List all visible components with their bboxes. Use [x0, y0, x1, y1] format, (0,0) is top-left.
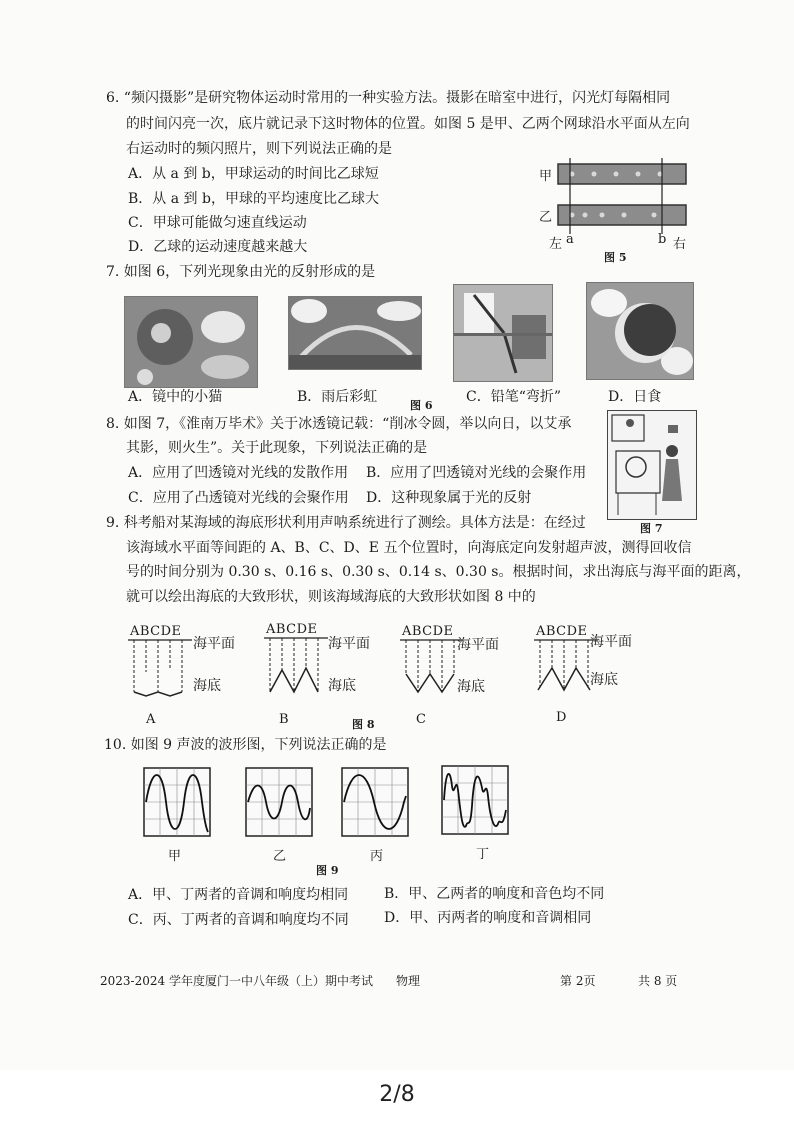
wave-label-ding: 丁 — [476, 847, 490, 862]
ice-lens-drawing — [608, 411, 696, 519]
q8-option-c: C．应用了凸透镜对光线的会聚作用 — [128, 490, 349, 506]
q8-option-a: A．应用了凹透镜对光线的发散作用 — [128, 465, 349, 481]
q6-option-b: B．从 a 到 b，甲球的平均速度比乙球大 — [128, 191, 379, 207]
fig8d-profile — [534, 638, 604, 698]
fig8-letter-b: B — [279, 712, 289, 727]
q9-line4: 就可以绘出海底的大致形状，则该海域海底的大致形状如图 8 中的 — [126, 589, 536, 605]
footer-exam-title: 2023-2024 学年度厦门一中八年级（上）期中考试 — [100, 974, 373, 988]
viewer-page-indicator: 2/8 — [379, 1082, 415, 1107]
q6-option-a: A．从 a 到 b，甲球运动的时间比乙球短 — [128, 166, 379, 182]
fig6-caption: 图 6 — [410, 399, 433, 412]
q7-option-a: A．镜中的小猫 — [128, 389, 223, 405]
waveform-jia — [144, 768, 212, 838]
fig8-letter-a: A — [146, 712, 156, 727]
fig8c-sea-floor: 海底 — [457, 679, 485, 695]
q8-option-d: D．这种现象属于光的反射 — [366, 490, 532, 506]
fig8a-points: ABCDE — [130, 624, 182, 639]
fig5-label-a: a — [566, 232, 574, 247]
wave-label-jia: 甲 — [168, 849, 182, 864]
q7-stem: 7. 如图 6，下列光现象由光的反射形成的是 — [106, 264, 376, 280]
fig8d-points: ABCDE — [536, 624, 588, 639]
q10-stem: 10. 如图 9 声波的波形图，下列说法正确的是 — [104, 737, 387, 753]
bent-pencil-image — [454, 285, 552, 381]
q10-option-d: D．甲、丙两者的响度和音调相同 — [384, 910, 592, 926]
fig7-caption: 图 7 — [640, 522, 663, 535]
q6-line3: 右运动时的频闪照片，则下列说法正确的是 — [126, 141, 392, 157]
wave-label-bing: 丙 — [370, 849, 384, 864]
fig8a-sea-floor: 海底 — [193, 678, 221, 694]
fig8b-sea-level: 海平面 — [328, 636, 370, 652]
q10-option-b: B．甲、乙两者的响度和音色均不同 — [384, 886, 605, 902]
footer-subject: 物理 — [396, 974, 421, 988]
fig5-label-left: 左 — [549, 237, 563, 252]
fig5-label-b: b — [658, 232, 667, 247]
fig8b-sea-floor: 海底 — [328, 678, 356, 694]
fig8a-sea-level: 海平面 — [193, 636, 235, 652]
fig8d-sea-level: 海平面 — [590, 634, 632, 650]
q6-option-d: D．乙球的运动速度越来越大 — [128, 239, 308, 255]
photo-cat-in-mirror — [124, 296, 258, 388]
q6-option-c: C．甲球可能做匀速直线运动 — [128, 215, 307, 231]
waveform-bing — [342, 768, 410, 838]
solar-eclipse-image — [587, 283, 693, 379]
fig8d-sea-floor: 海底 — [590, 672, 618, 688]
footer-total-pages: 共 8 页 — [638, 974, 678, 988]
q10-option-a: A．甲、丁两者的音调和响度均相同 — [128, 887, 349, 903]
fig5-label-yi: 乙 — [539, 210, 553, 225]
q6-line1: 6. “频闪摄影”是研究物体运动时常用的一种实验方法。摄影在暗室中进行，闪光灯每隔相同 — [106, 90, 671, 106]
cat-mirror-image — [125, 297, 257, 387]
q9-line1: 9. 科考船对某海域的海底形状利用声呐系统进行了测绘。具体方法是：在经过 — [106, 515, 586, 531]
q7-option-b: B．雨后彩虹 — [297, 389, 378, 405]
q10-option-c: C．丙、丁两者的音调和响度均不同 — [128, 912, 349, 928]
figure-7-ancient-illustration — [607, 410, 697, 520]
q6-line2: 的时间闪亮一次，底片就记录下这时物体的位置。如图 5 是甲、乙两个网球沿水平面从左向 — [126, 116, 690, 132]
fig8c-sea-level: 海平面 — [457, 637, 499, 653]
fig8a-profile — [128, 638, 198, 698]
fig5-label-right: 右 — [673, 237, 687, 252]
fig5-caption: 图 5 — [604, 251, 627, 264]
fig9-caption: 图 9 — [316, 864, 339, 877]
q9-line2: 该海域水平面等间距的 A、B、C、D、E 五个位置时，向海底定向发射超声波，测得回收信 — [126, 540, 692, 556]
photo-bent-pencil — [453, 284, 553, 382]
photo-rainbow — [288, 296, 422, 370]
fig8b-points: ABCDE — [266, 622, 318, 637]
fig5-label-jia: 甲 — [539, 169, 553, 184]
waveform-ding — [442, 766, 510, 836]
footer-page: 第 2页 — [560, 974, 596, 988]
rainbow-image — [289, 297, 421, 369]
waveform-yi — [246, 768, 314, 838]
fig8b-profile — [264, 636, 334, 696]
q8-option-b: B．应用了凹透镜对光线的会聚作用 — [366, 465, 587, 481]
q8-line1: 8. 如图 7，《淮南万毕术》关于冰透镜记载：“削冰令圆，举以向日，以艾承 — [106, 416, 572, 432]
q7-option-d: D．日食 — [608, 389, 662, 405]
fig8c-points: ABCDE — [402, 624, 454, 639]
q9-line3: 号的时间分别为 0.30 s、0.16 s、0.30 s、0.14 s、0.30 s。根据时间，求出海底与海平面的距离， — [126, 564, 751, 580]
photo-solar-eclipse — [586, 282, 694, 380]
fig8c-profile — [400, 638, 470, 698]
wave-label-yi: 乙 — [273, 849, 287, 864]
q8-line2: 其影，则火生”。关于此现象，下列说法正确的是 — [126, 440, 428, 456]
fig8-letter-c: C — [416, 712, 426, 727]
fig8-letter-d: D — [556, 710, 567, 725]
q7-option-c: C．铅笔“弯折” — [466, 389, 562, 405]
fig8-caption: 图 8 — [352, 718, 375, 731]
